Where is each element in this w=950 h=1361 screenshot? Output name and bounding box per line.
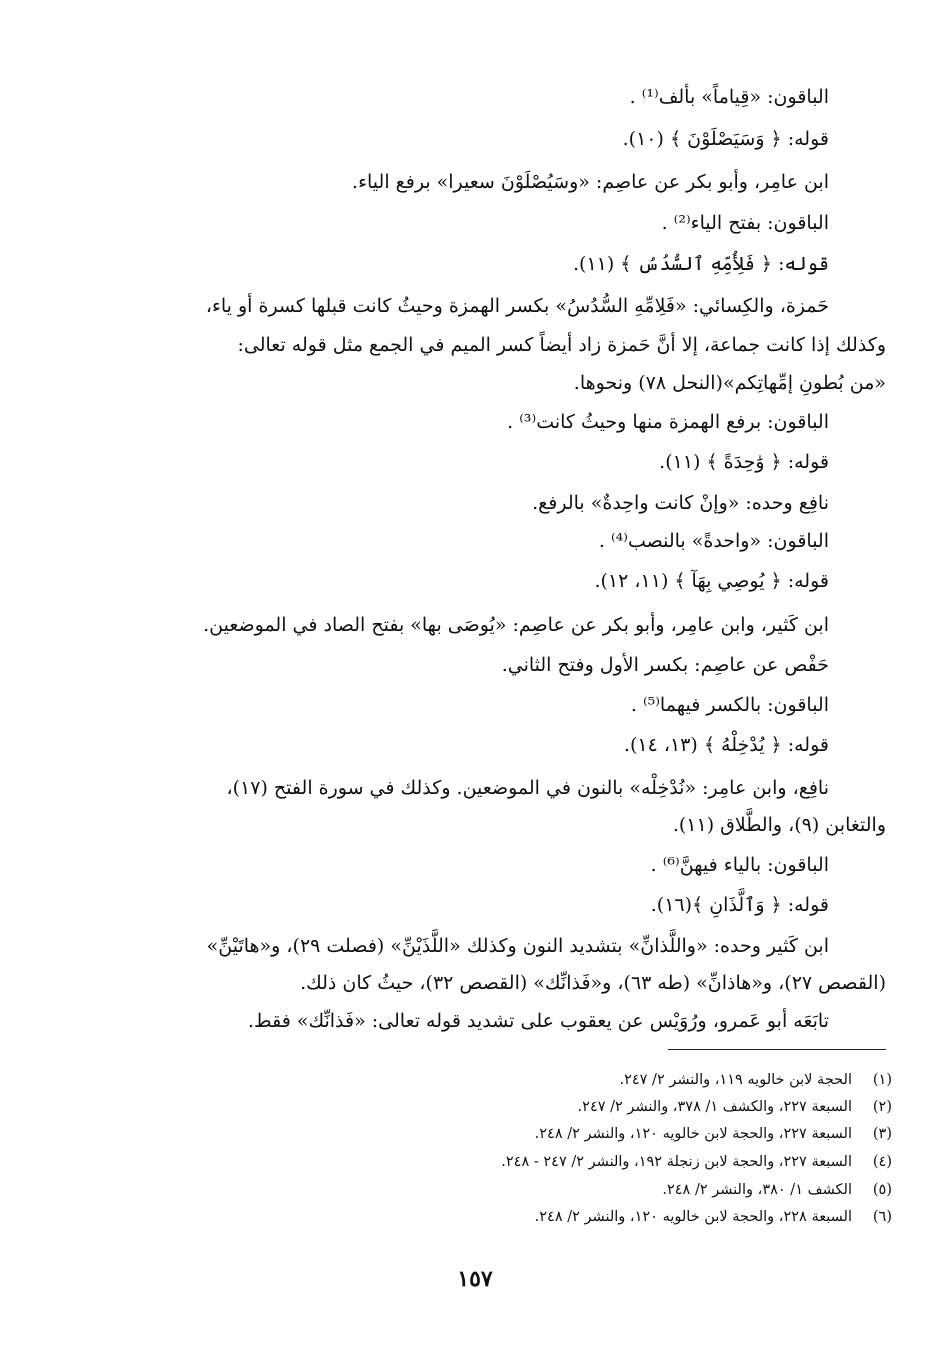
text-line: الباقون: «قِياماً» بألف⁽¹⁾ . [629,86,829,108]
footnote-text: السبعة ٢٢٧، والحجة لابن خالويه ١٢٠، والنشر ٢/ ٢٤٨. [534,1126,852,1142]
text-line: حَمزة، والكِسائي: «فَلِامِّهِ السُّدُسُ» بكسر الهمزة وحيثُ كانت قبلها كسرة أو ياء، [205,295,829,317]
footnote-number: (٣) [872,1126,892,1142]
footnote-number: (٥) [872,1182,892,1198]
text-line: نافِع وحده: «وإنْ كانت واحِدةٌ» بالرفع. [532,492,829,514]
footnote-text: السبعة ٢٢٧، والحجة لابن زنجلة ١٩٢، والنشر ٢/ ٢٤٧ - ٢٤٨. [501,1154,852,1170]
footnote-text: الحجة لابن خالويه ١١٩، والنشر ٢/ ٢٤٧. [619,1072,852,1088]
text-line: قوله: ﴿ يُدْخِلْهُ ﴾ (١٣، ١٤). [623,734,829,756]
text-line: وكذلك إذا كانت جماعة، إلا أنَّ حَمزة زاد أيضاً كسر الميم في الجمع مثل قوله تعالى: [237,334,886,356]
text-line: (القصص ٢٧)، و«هاذانِّ» (طه ٦٣)، و«فَذانِّك» (القصص ٣٢)، حيثُ كان ذلك. [300,972,886,994]
footnote-text: السبعة ٢٢٨، والحجة لابن خالويه ١٢٠، والنشر ٢/ ٢٤٨. [534,1209,852,1225]
text-line: الباقون: برفع الهمزة منها وحيثُ كانت⁽³⁾ . [507,411,829,433]
text-line: الباقون: «واحدةً» بالنصب⁽⁴⁾ . [598,530,829,552]
footnote [535,1123,892,1145]
footnote [619,1069,892,1091]
text-line: قوله: ﴿ يُوصِي بِهَآ ﴾ (١١، ١٢). [594,570,829,592]
text-line: قوله: ﴿ وَسَيَصْلَوْنَ ﴾ (١٠). [622,128,829,150]
text-line: ابن كَثير، وابن عامِر، وأبو بكر عن عاصِم: «يُوصَى بها» بفتح الصاد في الموضعين. [203,614,829,636]
footnote-number: (٦) [872,1209,892,1225]
footnote [578,1096,892,1118]
text-line: الباقون: بالياء فيهنَّ⁽⁶⁾ . [650,854,829,876]
footnote [535,1206,892,1228]
text-line: «من بُطونِ إمِّهاتِكم»(النحل ٧٨) ونحوها. [573,372,886,394]
text-line: الباقون: بفتح الياء⁽²⁾ . [661,212,829,234]
footnote-number: (٤) [872,1154,892,1170]
text-line: حَفْص عن عاصِم: بكسر الأول وفتح الثاني. [501,654,829,676]
text-line: نافِع، وابن عامِر: «نُدْخِلْه» بالنون في الموضعين. وكذلك في سورة الفتح (١٧)، [226,777,829,799]
text-line: تابَعَه أبو عَمرو، ورُوَيْس عن يعقوب على تشديد قوله تعالى: «فَذانِّك» فقط. [248,1010,829,1032]
text-line: الباقون: بالكسر فيهما⁽⁵⁾ . [630,694,829,716]
footnote-number: (١) [872,1072,892,1088]
footnote [662,1179,892,1201]
footnote [501,1151,892,1173]
text-line: قوله: ﴿ وَٰحِدَةً ﴾ (١١). [659,451,829,473]
footnote-text: الكشف ١/ ٣٨٠، والنشر ٢/ ٢٤٨. [662,1182,852,1198]
text-line: والتغابن (٩)، والطَّلاق (١١). [672,814,886,836]
footnote-text: السبعة ٢٢٧، والكشف ١/ ٣٧٨، والنشر ٢/ ٢٤٧. [577,1099,852,1115]
text-line: ابن عامِر، وأبو بكر عن عاصِم: «وسَيُصْلَوْنَ سعيرا» برفع الياء. [352,171,829,193]
page-number: ١٥٧ [457,1266,493,1292]
footnote-number: (٢) [872,1099,892,1115]
text-line: قوله: ﴿ فَلِأُمِّهِ ٱلسُّدُسُ ﴾ (١١). [572,253,829,275]
footnote-divider [668,1049,886,1050]
text-line: ابن كَثير وحده: «واللَّذانِّ» بتشديد النون وكذلك «اللَّذَيْنِّ» (فصلت ٢٩)، و«هاتَيْنِّ» [206,935,829,957]
text-line: قوله: ﴿ وَٱلَّذَانِ ﴾(١٦). [650,894,829,916]
